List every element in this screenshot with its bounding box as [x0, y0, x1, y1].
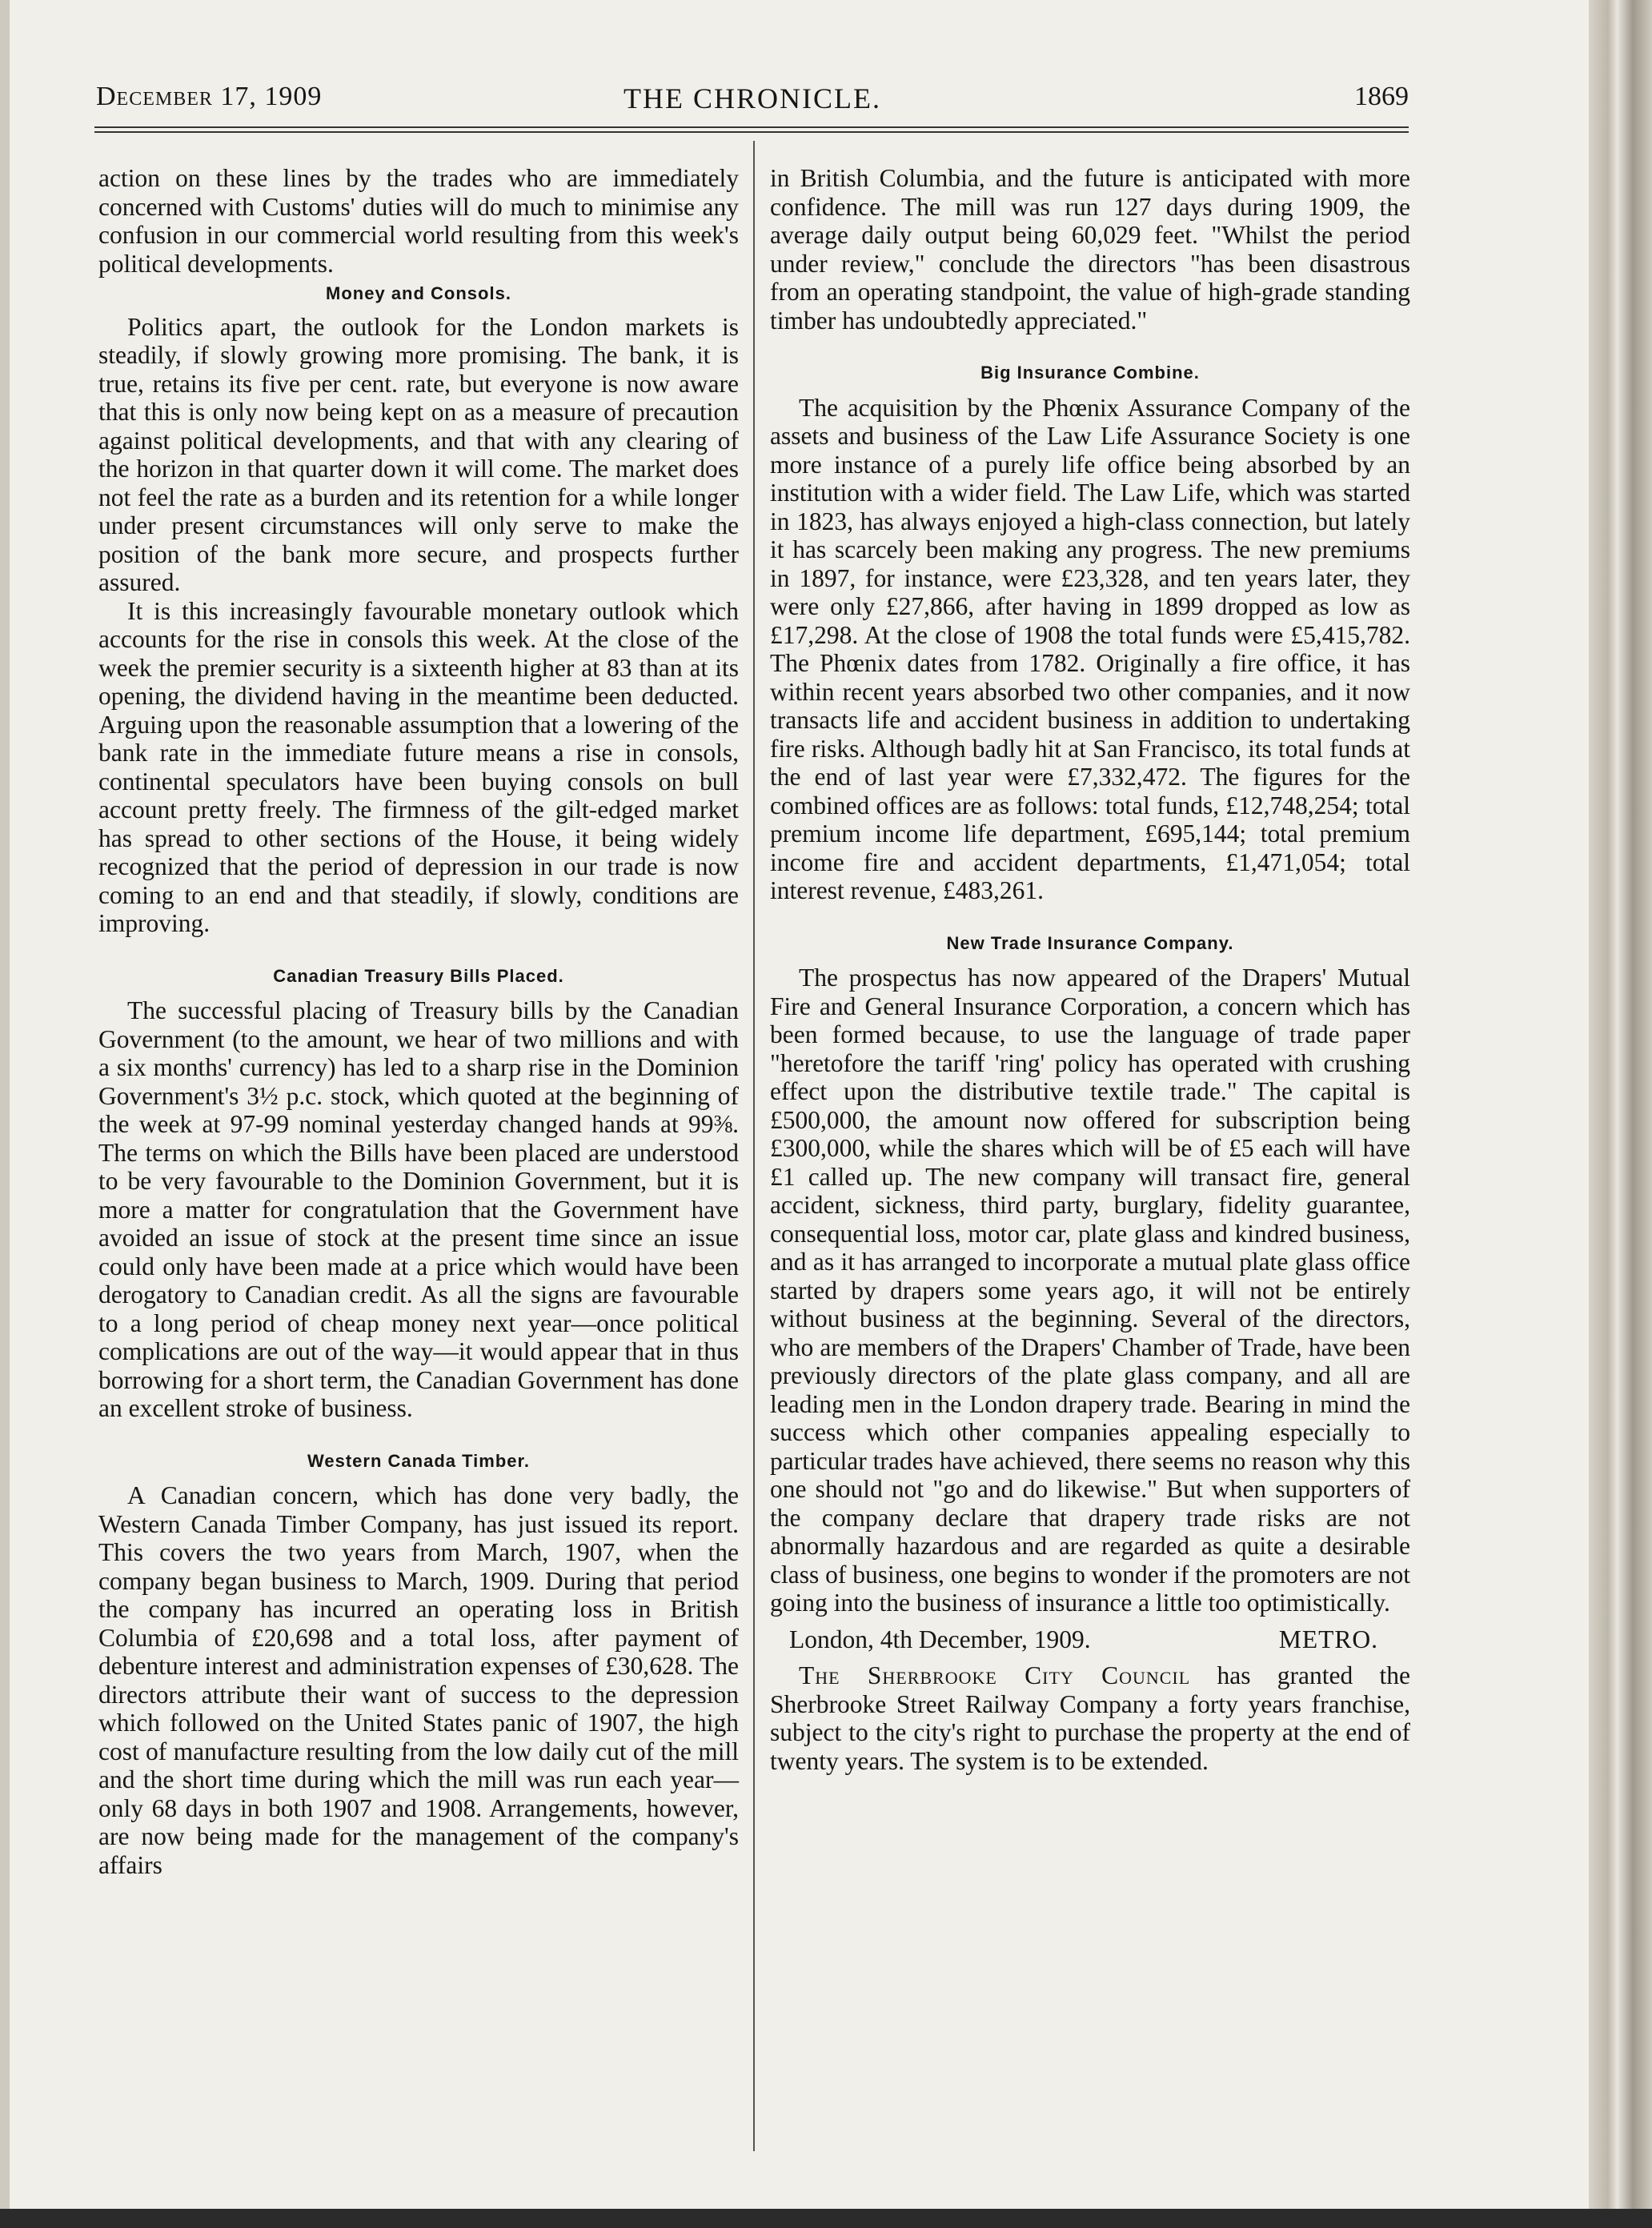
page-edge-right: [1589, 0, 1652, 2228]
article-paragraph: Politics apart, the outlook for the London markets is steadily, if slowly growing more promising. The bank, it is true, retains its five per cent. rate, but everyone is now aware that this is only now being kept on as a measure of precaution against political developments, and that with any clearing of the horizon in that quarter down it will come. The market does not feel the rate as a burden and its retention for a while longer under present circumstances will only serve to make the position of the bank more secure, and prospects further assured.: [98, 312, 739, 596]
section-heading-canadian-treasury-bills: Canadian Treasury Bills Placed.: [273, 965, 564, 986]
article-paragraph: The prospectus has now appeared of the Drapers' Mutual Fire and General Insurance Corporation, a concern which has been formed because, to use the language of trade paper "heretofore the tariff 'ring' policy has operated with crushing effect upon the distributive textile trade." The capital is £500,000, the amount now offered for subscription being £300,000, while the shares which will be of £5 each will have £1 called up. The new company will transact fire, general accident, sickness, third party, burglary, fidelity guarantee, consequential loss, motor car, plate glass and kindred business, and as it has arranged to incorporate a mutual plate glass office started by drapers some years ago, it will not be entirely without business at the beginning. Several of the directors, who are members of the Drapers' Chamber of Trade, have been previously directors of the plate glass company, and all are leading men in the London drapery trade. Bearing in mind the success which other companies appealing especially to particular trades have achieved, there seems no reason why this one should not "go and do likewise." But when supporters of the company declare that drapery trade risks are not abnormally hazardous and are regarded as quite a desirable class of business, one begins to wonder if the promoters are not going into the business of insurance a little too optimistically.: [770, 964, 1410, 1617]
page-bottom-edge: [0, 2209, 1652, 2228]
signoff-name: METRO.: [1278, 1625, 1378, 1653]
article-paragraph: It is this increasingly favourable monetary outlook which accounts for the rise in consols this week. At the close of the week the premier security is a sixteenth higher at 83 than at its opening, the dividend having in the meantime been deducted. Arguing upon the reasonable assumption that a lowering of the bank rate in the immediate future means a rise in consols, continental speculators have been buying consols on bull account pretty freely. The firmness of the gilt-edged market has spread to other sections of the House, it being widely recognized that the period of depression in our trade is now coming to an end and that steadily, if slowly, conditions are improving.: [98, 596, 739, 937]
continued-paragraph: in British Columbia, and the future is anticipated with more confidence. The mill was run 127 days during 1909, the average daily output being 60,029 feet. "Whilst the period under review," conclude the directors "has been disastrous from an operating standpoint, the value of high-grade standing timber has undoubtedly appreciated.": [770, 164, 1410, 335]
section-heading-money-and-consols: Money and Consols.: [326, 283, 511, 303]
signoff-place-date: London, 4th December, 1909.: [789, 1625, 1091, 1653]
continued-paragraph: action on these lines by the trades who are immediately concerned with Customs' duties will do much to minimise any confusion in our commercial world resulting from this week's political developments.: [98, 164, 739, 278]
signoff: [770, 1625, 1410, 1654]
section-heading-big-insurance-combine: Big Insurance Combine.: [980, 363, 1200, 383]
section-heading-western-canada-timber: Western Canada Timber.: [307, 1450, 530, 1471]
journal-title: THE CHRONICLE.: [624, 82, 881, 114]
news-notice: [770, 1661, 1410, 1775]
header-rule-top: [94, 126, 1409, 128]
article-paragraph: The successful placing of Treasury bills by the Canadian Government (to the amount, we hear of two millions and with a six months' currency) has led to a sharp rise in the Dominion Government's 3½ p.c. stock, which quoted at the beginning of the week at 97-99 nominal yesterday changed hands at 99⅜. The terms on which the Bills have been placed are understood to be very favourable to the Dominion Government, but it is more a matter for congratulation that the Government have avoided an issue of stock at the present time since an issue could only have been made at a price which would have been derogatory to Canadian credit. As all the signs are favourable to a long period of cheap money next year—once political complications are out of the way—it would appear that in thus borrowing for a short term, the Canadian Government has done an excellent stroke of business.: [98, 996, 739, 1422]
page-edge-left: [0, 0, 10, 2228]
right-column: [770, 164, 1410, 1775]
page-number: 1869: [1354, 82, 1409, 111]
running-header: [96, 82, 1409, 122]
running-date: December 17, 1909: [96, 82, 323, 111]
news-notice-body: has granted the Sherbrooke Street Railway Company a forty years franchise, subject to the city's right to purchase the property at the end of twenty years. The system is to be extended.: [770, 1661, 1410, 1775]
article-paragraph: A Canadian concern, which has done very badly, the Western Canada Timber Company, has just issued its report. This covers the two years from March, 1907, when the company began business to March, 1909. During that period the company has incurred an operating loss in British Columbia of £20,698 and a total loss, after payment of debenture interest and administration expenses of £30,628. The directors attribute their want of success to the depression which followed on the United States panic of 1907, the high cost of manufacture resulting from the low daily cut of the mill and the short time during which the mill was run each year—only 68 days in both 1907 and 1908. Arrangements, however, are now being made for the management of the company's affairs: [98, 1481, 739, 1879]
column-divider: [753, 141, 755, 2151]
news-notice-lead: The Sherbrooke City Council: [799, 1661, 1191, 1689]
article-paragraph: The acquisition by the Phœnix Assurance Company of the assets and business of the Law Life Assurance Society is one more instance of a purely life office being absorbed by an institution with a wider field. The Law Life, which was started in 1823, has always enjoyed a high-class connection, but lately it has scarcely been making any progress. The new premiums in 1897, for instance, were £23,328, and ten years later, they were only £27,866, after having in 1899 dropped as low as £17,298. At the close of 1908 the total funds were £5,415,782. The Phœnix dates from 1782. Originally a fire office, it has within recent years absorbed two other companies, and it now transacts life and accident business in addition to undertaking fire risks. Although badly hit at San Francisco, its total funds at the end of last year were £7,332,472. The figures for the combined offices are as follows: total funds, £12,748,254; total premium income life department, £695,144; total premium income fire and accident departments, £1,471,054; total interest revenue, £483,261.: [770, 393, 1410, 904]
left-column: [98, 164, 739, 1879]
header-rule-bottom: [94, 131, 1409, 133]
section-heading-new-trade-insurance: New Trade Insurance Company.: [946, 932, 1234, 953]
